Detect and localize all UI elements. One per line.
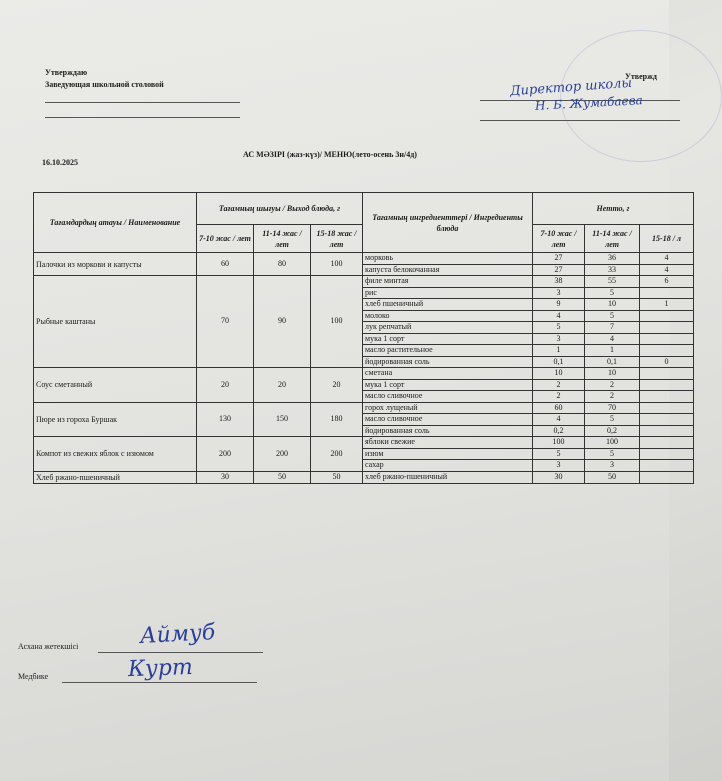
ingredient-name: мука 1 сорт — [363, 333, 533, 345]
dish-yield: 130 — [197, 402, 254, 437]
ingredient-netto: 5 — [533, 322, 585, 334]
dish-yield: 200 — [254, 437, 311, 472]
menu-table — [33, 192, 694, 484]
ingredient-netto: 10 — [585, 299, 640, 311]
header-age-15-18: 15-18 жас / лет — [311, 225, 363, 253]
dish-yield: 200 — [311, 437, 363, 472]
ingredient-netto: 5 — [585, 287, 640, 299]
ingredient-netto: 0,1 — [585, 356, 640, 368]
header-netto-age-15-18: 15-18 / л — [640, 225, 694, 253]
ingredient-netto — [640, 310, 694, 322]
ingredient-netto: 1 — [640, 299, 694, 311]
ingredient-netto: 6 — [640, 276, 694, 288]
dish-yield: 70 — [197, 276, 254, 368]
ingredient-netto: 70 — [585, 402, 640, 414]
dish-yield: 150 — [254, 402, 311, 437]
ingredient-netto — [640, 379, 694, 391]
ingredient-netto: 2 — [533, 391, 585, 403]
dish-name: Компот из свежих яблок с изюмом — [34, 437, 197, 472]
ingredient-name: сметана — [363, 368, 533, 380]
ingredient-netto: 100 — [533, 437, 585, 449]
ingredient-name: сахар — [363, 460, 533, 472]
ingredient-netto: 4 — [585, 333, 640, 345]
ingredient-netto — [640, 402, 694, 414]
header-age-11-14: 11-14 жас / лет — [254, 225, 311, 253]
ingredient-name: морковь — [363, 253, 533, 265]
manager-left-label: Заведующая школьной столовой — [45, 80, 164, 89]
ingredient-name: йодированная соль — [363, 425, 533, 437]
dish-yield: 100 — [311, 253, 363, 276]
nurse-label: Медбике — [18, 672, 49, 681]
dish-yield: 50 — [254, 471, 311, 483]
ingredient-name: изюм — [363, 448, 533, 460]
ingredient-netto: 1 — [533, 345, 585, 357]
ingredient-name: молоко — [363, 310, 533, 322]
ingredient-netto — [640, 391, 694, 403]
dish-name: Рыбные каштаны — [34, 276, 197, 368]
ingredient-netto: 27 — [533, 264, 585, 276]
dish-yield: 30 — [197, 471, 254, 483]
ingredient-netto: 4 — [640, 264, 694, 276]
ingredient-netto: 5 — [533, 448, 585, 460]
ingredient-netto — [640, 287, 694, 299]
ingredient-netto: 27 — [533, 253, 585, 265]
ingredient-netto — [640, 448, 694, 460]
ingredient-name: масло сливочное — [363, 414, 533, 426]
ingredient-netto: 36 — [585, 253, 640, 265]
dish-yield: 60 — [197, 253, 254, 276]
table-row — [34, 437, 694, 449]
ingredient-netto: 3 — [585, 460, 640, 472]
dish-name: Палочки из моркови и капусты — [34, 253, 197, 276]
approve-left-label: Утверждаю — [45, 68, 88, 77]
dish-yield: 200 — [197, 437, 254, 472]
dish-name: Пюре из гороха Буршак — [34, 402, 197, 437]
cook-signature: Аймуб — [139, 620, 216, 649]
ingredient-netto: 5 — [585, 310, 640, 322]
dish-yield: 50 — [311, 471, 363, 483]
ingredient-name: яблоки свежие — [363, 437, 533, 449]
ingredient-netto: 100 — [585, 437, 640, 449]
ingredient-name: хлеб ржано-пшеничный — [363, 471, 533, 483]
ingredient-netto: 30 — [533, 471, 585, 483]
approve-left-line-2 — [45, 117, 240, 118]
dish-yield: 80 — [254, 253, 311, 276]
ingredient-netto: 3 — [533, 460, 585, 472]
ingredient-netto: 7 — [585, 322, 640, 334]
header-dish: Тағамдардың атауы / Наименование — [34, 193, 197, 253]
dish-yield: 20 — [197, 368, 254, 403]
ingredient-netto: 0,2 — [585, 425, 640, 437]
header-netto-age-7-10: 7-10 жас / лет — [533, 225, 585, 253]
table-row — [34, 402, 694, 414]
nurse-signature: Курт — [127, 654, 194, 683]
ingredient-name: филе минтая — [363, 276, 533, 288]
ingredient-netto: 9 — [533, 299, 585, 311]
approve-right-line-2 — [480, 120, 680, 121]
ingredient-name: масло сливочное — [363, 391, 533, 403]
ingredient-netto: 4 — [533, 414, 585, 426]
dish-yield: 180 — [311, 402, 363, 437]
table-row — [34, 253, 694, 265]
header-netto-age-11-14: 11-14 жас / лет — [585, 225, 640, 253]
dish-yield: 20 — [311, 368, 363, 403]
ingredient-netto: 60 — [533, 402, 585, 414]
ingredient-netto: 0 — [640, 356, 694, 368]
director-signature-line-2: Н. Б. Жумабаева — [534, 93, 644, 113]
header-netto: Нетто, г — [533, 193, 694, 225]
ingredient-netto — [640, 425, 694, 437]
ingredient-name: рис — [363, 287, 533, 299]
ingredient-netto — [640, 322, 694, 334]
ingredient-netto: 5 — [585, 414, 640, 426]
ingredient-netto — [640, 437, 694, 449]
ingredient-netto: 38 — [533, 276, 585, 288]
ingredient-netto: 0,2 — [533, 425, 585, 437]
cook-label: Асхана жетекшісі — [18, 642, 79, 651]
ingredient-netto: 4 — [533, 310, 585, 322]
header-ingredients: Тағамның ингредиенттері / Ингредиенты блюда — [363, 193, 533, 253]
dish-yield: 100 — [311, 276, 363, 368]
ingredient-netto: 33 — [585, 264, 640, 276]
ingredient-netto: 55 — [585, 276, 640, 288]
ingredient-netto: 2 — [533, 379, 585, 391]
ingredient-name: капуста белокочанная — [363, 264, 533, 276]
table-row — [34, 368, 694, 380]
cook-signature-line — [98, 652, 263, 653]
director-signature-line-1: Директор школы — [509, 75, 633, 100]
ingredient-netto — [640, 333, 694, 345]
approve-left-line — [45, 102, 240, 103]
dish-yield: 20 — [254, 368, 311, 403]
dish-name: Соус сметанный — [34, 368, 197, 403]
ingredient-netto: 4 — [640, 253, 694, 265]
ingredient-name: масло растительное — [363, 345, 533, 357]
ingredient-name: мука 1 сорт — [363, 379, 533, 391]
ingredient-netto — [640, 345, 694, 357]
ingredient-netto: 0,1 — [533, 356, 585, 368]
ingredient-netto: 2 — [585, 391, 640, 403]
ingredient-netto — [640, 414, 694, 426]
header-age-7-10: 7-10 жас / лет — [197, 225, 254, 253]
ingredient-netto: 3 — [533, 287, 585, 299]
nurse-signature-line — [62, 682, 257, 683]
ingredient-name: хлеб пшеничный — [363, 299, 533, 311]
ingredient-name: лук репчатый — [363, 322, 533, 334]
ingredient-netto — [640, 471, 694, 483]
ingredient-name: йодированная соль — [363, 356, 533, 368]
header-yield: Тағамның шығуы / Выход блюда, г — [197, 193, 363, 225]
menu-table-body — [34, 253, 694, 484]
dish-name: Хлеб ржано-пшеничный — [34, 471, 197, 483]
ingredient-name: горох лущеный — [363, 402, 533, 414]
ingredient-netto: 3 — [533, 333, 585, 345]
menu-date: 16.10.2025 — [42, 158, 78, 167]
table-row — [34, 471, 694, 483]
table-row — [34, 276, 694, 288]
ingredient-netto: 5 — [585, 448, 640, 460]
approve-right-label: Утвержд — [625, 72, 657, 81]
ingredient-netto — [640, 460, 694, 472]
ingredient-netto — [640, 368, 694, 380]
dish-yield: 90 — [254, 276, 311, 368]
ingredient-netto: 10 — [585, 368, 640, 380]
menu-title: АС МӘЗІРІ (жаз-күз)/ МЕНЮ(лето-осень 3н/4д) — [243, 150, 417, 159]
ingredient-netto: 1 — [585, 345, 640, 357]
ingredient-netto: 10 — [533, 368, 585, 380]
ingredient-netto: 2 — [585, 379, 640, 391]
ingredient-netto: 50 — [585, 471, 640, 483]
